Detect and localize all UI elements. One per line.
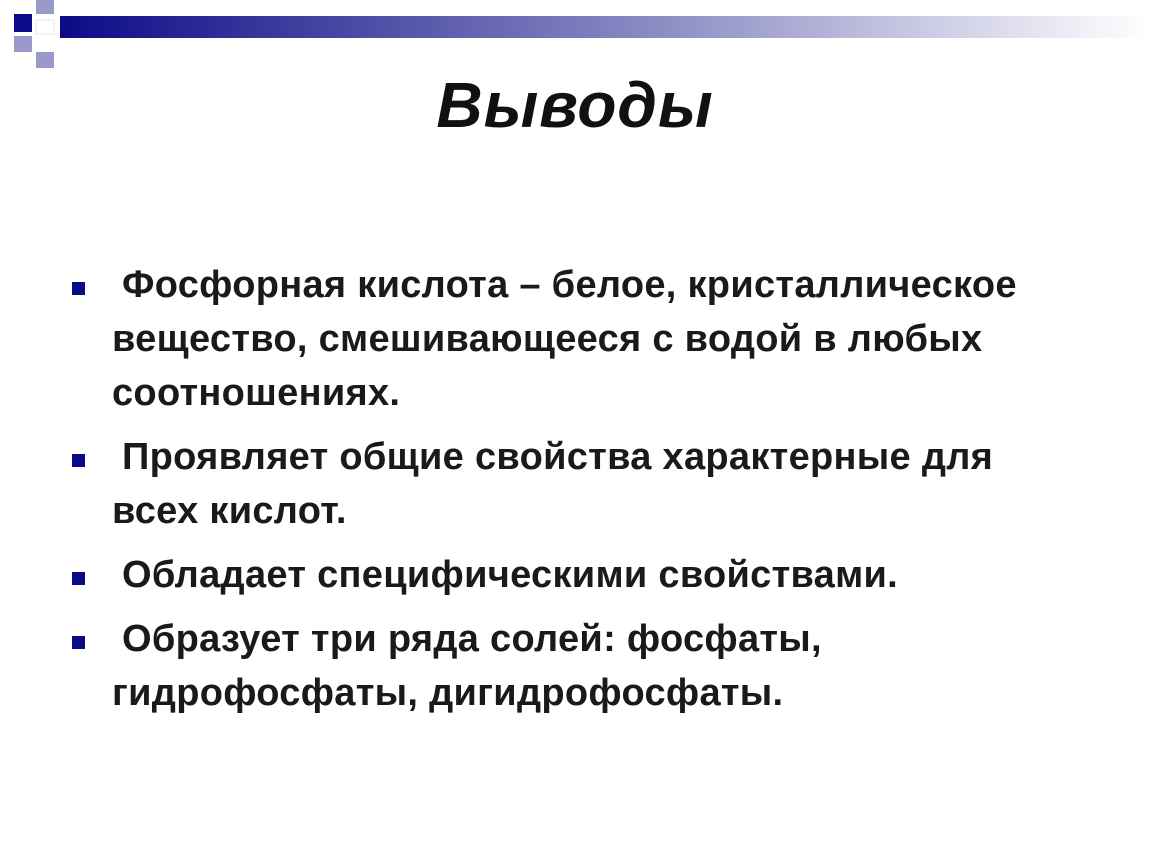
square-bullet-icon (72, 572, 85, 585)
list-item (112, 548, 1072, 602)
deco-square (36, 20, 54, 34)
list-item (112, 612, 1072, 720)
slide-title: Выводы (436, 69, 714, 141)
deco-square (36, 52, 54, 68)
deco-square (14, 36, 32, 52)
square-bullet-icon (72, 282, 85, 295)
bullet-text: Обладает специфическими свойствами. (122, 554, 899, 596)
deco-square (36, 0, 54, 14)
deco-square (60, 0, 78, 14)
bullet-text: Фосфорная кислота – белое, кристаллическое вещество, смешивающееся с водой в любых соотношениях. (112, 264, 1017, 414)
square-bullet-icon (72, 636, 85, 649)
list-item (112, 258, 1072, 420)
square-bullet-icon (72, 454, 85, 467)
deco-square (60, 38, 78, 52)
list-item (112, 430, 1072, 538)
deco-square (14, 14, 32, 32)
gradient-bar (60, 16, 1150, 38)
bullet-text: Проявляет общие свойства характерные для всех кислот. (112, 436, 994, 532)
bullet-text: Образует три ряда солей: фосфаты, гидрофосфаты, дигидрофосфаты. (112, 618, 822, 714)
bullet-list (112, 258, 1072, 730)
